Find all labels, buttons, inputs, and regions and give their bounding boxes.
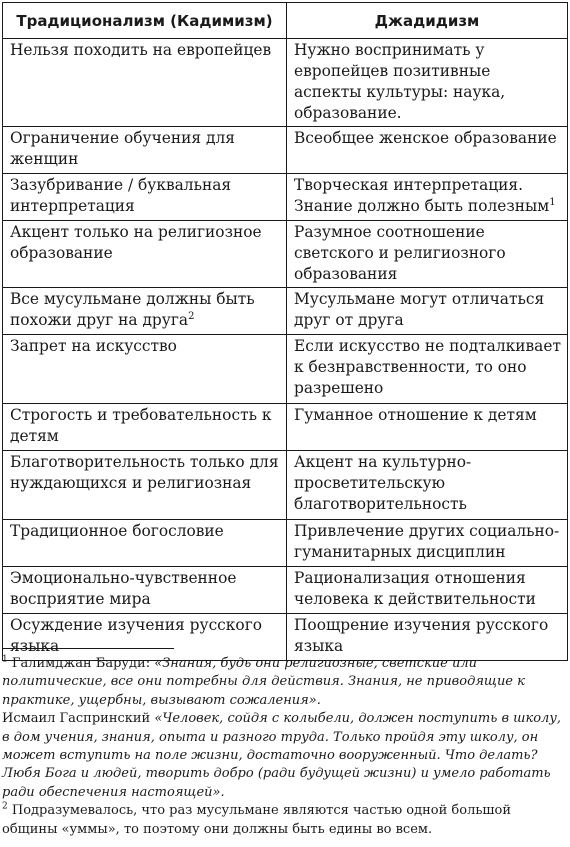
table-header-row xyxy=(3,3,568,39)
table-cell-traditionalism: Осуждение изучения русского языка xyxy=(3,614,287,661)
footnote-1-quote: «Знания, будь они религиозные, светские или политические, все они потребны для действия. Знания, не приводящие к практике, ущербны, вызывают сожаления». xyxy=(2,656,525,708)
table-row xyxy=(3,614,568,661)
footnotes xyxy=(2,655,568,839)
table-cell-traditionalism: Эмоционально-чувственное восприятие мира xyxy=(3,567,287,614)
table-cell-jadidism: Нужно воспринимать у европейцев позитивные аспекты культуры: наука, образование. xyxy=(287,39,568,127)
comparison-table xyxy=(2,2,568,661)
footnote-2-text: Подразумевалось, что раз мусульмане являются частью одной большой общины «уммы», то поэтому они должны быть едины во всем. xyxy=(2,803,511,837)
table-cell-jadidism: Всеобщее женское образование xyxy=(287,127,568,174)
footnote-divider xyxy=(2,648,174,649)
table-cell-jadidism: Акцент на культурно-просветительскую благотворительность xyxy=(287,451,568,520)
table-cell-traditionalism xyxy=(3,288,287,335)
table-cell-traditionalism: Зазубривание / буквальная интерпретация xyxy=(3,174,287,221)
table-cell-traditionalism: Благотворительность только для нуждающихся и религиозная xyxy=(3,451,287,520)
table-cell-jadidism xyxy=(287,174,568,221)
table-row xyxy=(3,127,568,174)
table-cell-traditionalism: Запрет на искусство xyxy=(3,335,287,404)
table-row xyxy=(3,288,568,335)
table-row xyxy=(3,520,568,567)
column-header-traditionalism: Традиционализм (Кадимизм) xyxy=(3,3,287,39)
table-cell-jadidism: Разумное соотношение светского и религиозного образования xyxy=(287,221,568,288)
table-cell-jadidism: Если искусство не подталкивает к безнравственности, то оно разрешено xyxy=(287,335,568,404)
table-cell-jadidism: Мусульмане могут отличаться друг от друга xyxy=(287,288,568,335)
footnote-1-author: Галимджан Баруди: xyxy=(11,656,155,671)
column-header-jadidism: Джадидизм xyxy=(287,3,568,39)
table-cell-traditionalism: Нельзя походить на европейцев xyxy=(3,39,287,127)
table-row xyxy=(3,39,568,127)
cell-text: Все мусульмане должны быть похожи друг на друга xyxy=(10,290,255,329)
footnote-1-continuation xyxy=(2,710,568,802)
table-row xyxy=(3,335,568,404)
footnote-ref-1[interactable]: 1 xyxy=(549,196,556,208)
table-cell-traditionalism: Традиционное богословие xyxy=(3,520,287,567)
footnote-2 xyxy=(2,802,568,839)
table-row xyxy=(3,174,568,221)
table-row xyxy=(3,404,568,451)
footnote-mark-2: 2 xyxy=(2,801,8,812)
table-cell-jadidism: Гуманное отношение к детям xyxy=(287,404,568,451)
table-row xyxy=(3,451,568,520)
table-cell-jadidism: Привлечение других социально-гуманитарных дисциплин xyxy=(287,520,568,567)
table-cell-traditionalism: Ограничение обучения для женщин xyxy=(3,127,287,174)
table-cell-jadidism: Рационализация отношения человека к действительности xyxy=(287,567,568,614)
footnote-1-quote-2: «Человек, сойдя с колыбели, должен поступить в школу, в дом учения, знания, опыта и разного труда. Только пройдя эту школу, он может вступить на поле жизни, достаточно вооруженный. Что делать? Любя Бога и людей, творить добро (ради будущей жизни) и умело работать ради обеспечения настоящей». xyxy=(2,711,562,800)
table-row xyxy=(3,221,568,288)
footnote-mark-1: 1 xyxy=(2,654,8,665)
table-cell-traditionalism: Строгость и требовательность к детям xyxy=(3,404,287,451)
cell-text: Творческая интерпретация. Знание должно быть полезным xyxy=(294,176,550,215)
footnote-1 xyxy=(2,655,568,710)
footnote-ref-2[interactable]: 2 xyxy=(188,310,195,322)
footnote-1-author-2: Исмаил Гаспринский xyxy=(2,711,155,727)
table-cell-traditionalism: Акцент только на религиозное образование xyxy=(3,221,287,288)
table-cell-jadidism: Поощрение изучения русского языка xyxy=(287,614,568,661)
table-row xyxy=(3,567,568,614)
